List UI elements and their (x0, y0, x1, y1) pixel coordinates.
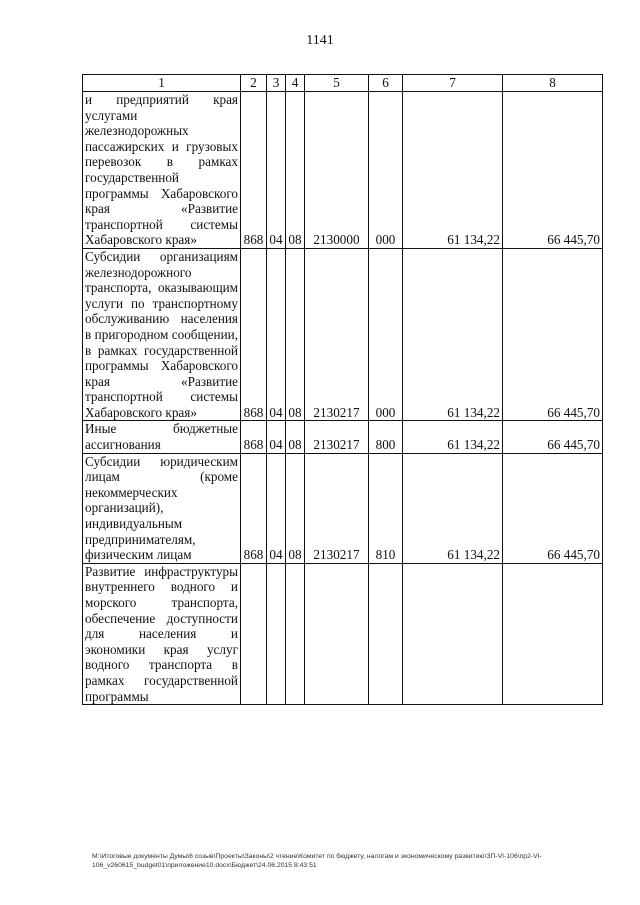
table-row (83, 563, 603, 704)
header-cell: 8 (503, 75, 603, 92)
cell-expense-type (369, 563, 403, 704)
cell-amount-col8: 66 445,70 (503, 453, 603, 563)
cell-ministry (241, 563, 267, 704)
cell-amount-col7 (403, 563, 503, 704)
cell-ministry: 868 (241, 248, 267, 421)
cell-amount-col7: 61 134,22 (403, 92, 503, 249)
cell-amount-col7: 61 134,22 (403, 453, 503, 563)
cell-expense-type: 000 (369, 92, 403, 249)
cell-target-item: 2130000 (305, 92, 369, 249)
cell-subsection (286, 563, 305, 704)
row-description: Субсидии организациям железнодорожного транспорта, оказывающим услуги по транспортному обслуживанию населения в пригородном сообщении, в рамках государственной программы Хабаровского края «Развитие транспортной системы Хабаровского края» (83, 248, 241, 421)
cell-section: 04 (267, 92, 286, 249)
cell-ministry: 868 (241, 92, 267, 249)
table-row (83, 92, 603, 249)
budget-table (82, 74, 603, 705)
header-cell: 5 (305, 75, 369, 92)
cell-amount-col8: 66 445,70 (503, 92, 603, 249)
cell-expense-type: 000 (369, 248, 403, 421)
cell-subsection: 08 (286, 421, 305, 453)
row-description: Иные бюджетные ассигнования (83, 421, 241, 453)
header-cell: 1 (83, 75, 241, 92)
cell-section: 04 (267, 248, 286, 421)
cell-subsection: 08 (286, 248, 305, 421)
document-footer (92, 852, 612, 870)
cell-ministry: 868 (241, 421, 267, 453)
cell-ministry: 868 (241, 453, 267, 563)
cell-expense-type: 800 (369, 421, 403, 453)
cell-target-item: 2130217 (305, 248, 369, 421)
cell-target-item (305, 563, 369, 704)
cell-section: 04 (267, 421, 286, 453)
cell-subsection: 08 (286, 453, 305, 563)
footer-path-line: 106_v260615_budget01\приложение10.docx\Бюджет\24.06.2015 8:43:51 (92, 862, 317, 869)
page-number: 1141 (306, 33, 334, 48)
row-description: Субсидии юридическим лицам (кроме некоммерческих организаций), индивидуальным предпринимателям, физическим лицам (83, 453, 241, 563)
cell-subsection: 08 (286, 92, 305, 249)
cell-amount-col7: 61 134,22 (403, 421, 503, 453)
table-row (83, 421, 603, 453)
cell-amount-col8 (503, 563, 603, 704)
cell-expense-type: 810 (369, 453, 403, 563)
header-cell: 4 (286, 75, 305, 92)
cell-target-item: 2130217 (305, 453, 369, 563)
header-cell: 6 (369, 75, 403, 92)
table-row (83, 248, 603, 421)
table-header-row (83, 75, 603, 92)
cell-section: 04 (267, 453, 286, 563)
cell-amount-col8: 66 445,70 (503, 248, 603, 421)
header-cell: 2 (241, 75, 267, 92)
header-cell: 7 (403, 75, 503, 92)
cell-target-item: 2130217 (305, 421, 369, 453)
row-description: Развитие инфраструктуры внутреннего водного и морского транспорта, обеспечение доступности для населения и экономики края услуг водного транспорта в рамках государственной программы (83, 563, 241, 704)
cell-section (267, 563, 286, 704)
row-description: и предприятий края услугами железнодорожных пассажирских и грузовых перевозок в рамках государственной программы Хабаровского края «Развитие транспортной системы Хабаровского края» (83, 92, 241, 249)
cell-amount-col8: 66 445,70 (503, 421, 603, 453)
cell-amount-col7: 61 134,22 (403, 248, 503, 421)
table-row (83, 453, 603, 563)
footer-path-line: M:\Итоговые документы Думы\6 созыв\Проекты\Законы\2 чтение\Комитет по бюджету, налогам и экономическому развитию\ЗП-VI-106\пр2-VI- (92, 853, 542, 860)
header-cell: 3 (267, 75, 286, 92)
